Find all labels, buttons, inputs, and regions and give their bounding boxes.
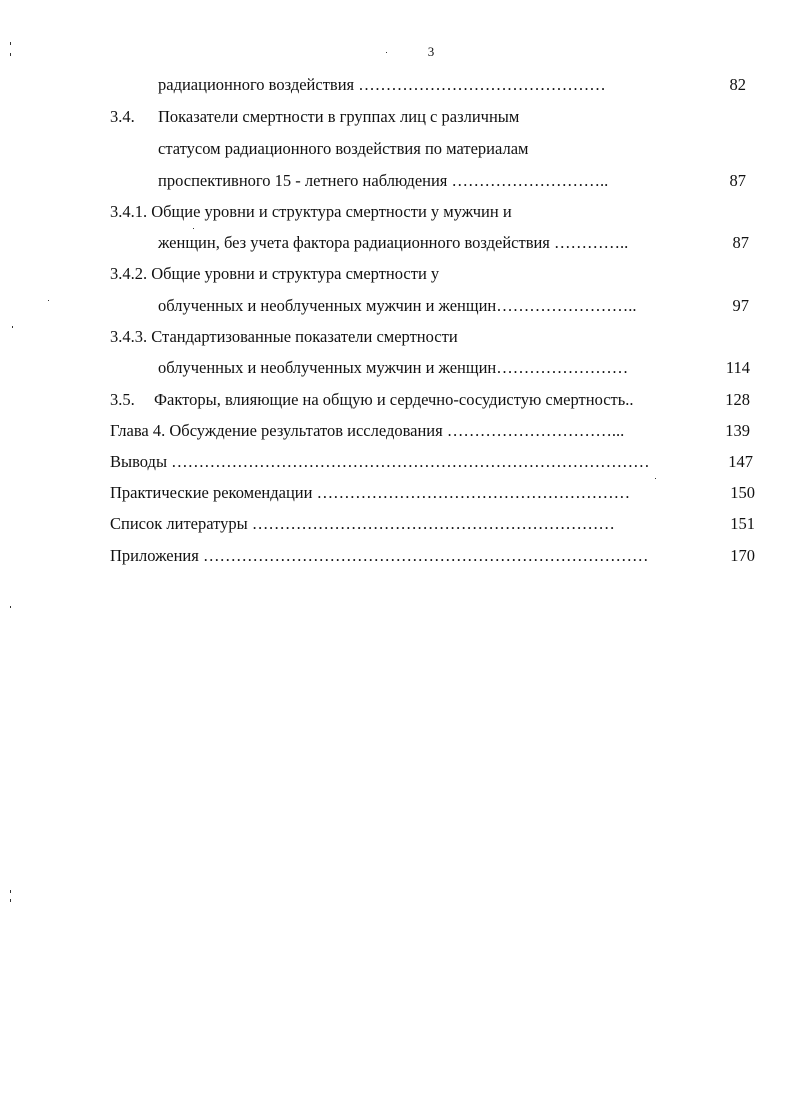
toc-page-ref: 87 <box>732 233 749 252</box>
toc-entry-text: Выводы …………………………………………………………………………… <box>110 452 650 471</box>
toc-entry-text: женщин, без учета фактора радиационного воздействия ………….. <box>158 233 629 252</box>
toc-entry-3-4-2 <box>110 264 439 284</box>
scan-speck <box>10 53 11 56</box>
scan-speck <box>193 228 194 229</box>
toc-entry-3-5 <box>110 390 634 410</box>
toc-entry-conclusions <box>110 452 650 472</box>
toc-entry-continuation <box>158 139 528 159</box>
toc-entry-text: проспективного 15 - летнего наблюдения ……………………….. <box>158 171 609 190</box>
scan-speck <box>10 899 11 902</box>
toc-page-ref: 128 <box>725 390 750 409</box>
toc-entry-text: Общие уровни и структура смертности у мужчин и <box>151 202 512 221</box>
toc-entry-text: Глава 4. Обсуждение результатов исследования …………………………... <box>110 421 625 440</box>
toc-page-ref: 139 <box>725 421 750 440</box>
toc-entry-chapter-4 <box>110 421 624 441</box>
toc-entry-text: статусом радиационного воздействия по материалам <box>158 139 529 158</box>
toc-page-ref: 151 <box>730 514 755 533</box>
toc-entry-3-4-3 <box>110 327 458 347</box>
toc-entry-recommendations <box>110 483 630 503</box>
toc-section-number: 3.4.1. <box>110 202 148 221</box>
toc-page-ref: 97 <box>732 296 749 315</box>
toc-entry-continuation <box>158 358 628 378</box>
toc-entry-text: Показатели смертности в группах лиц с различным <box>158 107 520 126</box>
scan-speck <box>10 890 11 893</box>
toc-entry-3-4 <box>110 107 519 127</box>
toc-page-ref: 114 <box>725 358 750 377</box>
toc-entry-continuation <box>158 296 636 316</box>
toc-entry-3-4-1 <box>110 202 512 222</box>
scan-speck <box>48 300 49 301</box>
toc-entry-continuation <box>158 75 606 95</box>
page-number: 3 <box>427 44 435 59</box>
scan-speck <box>10 606 11 608</box>
scan-speck <box>10 42 11 45</box>
toc-entry-text: облученных и необлученных мужчин и женщин…………………… <box>158 358 629 377</box>
toc-section-number: 3.5. <box>110 390 135 409</box>
toc-entry-references <box>110 514 615 534</box>
toc-entry-text: облученных и необлученных мужчин и женщин…………………….. <box>158 296 637 315</box>
toc-section-number: 3.4.2. <box>110 264 148 283</box>
scan-speck <box>12 326 13 328</box>
toc-entry-text: радиационного воздействия ……………………………………… <box>158 75 606 94</box>
toc-entry-continuation <box>158 171 608 191</box>
toc-section-number: 3.4. <box>110 107 135 126</box>
toc-entry-text: Факторы, влияющие на общую и сердечно-сосудистую смертность.. <box>154 390 634 409</box>
scan-speck <box>655 478 656 479</box>
toc-entry-text: Общие уровни и структура смертности у <box>151 264 440 283</box>
toc-entry-continuation <box>158 233 628 253</box>
toc-entry-text: Список литературы ………………………………………………………… <box>110 514 615 533</box>
toc-page-ref: 150 <box>730 483 755 502</box>
toc-entry-text: Приложения ……………………………………………………………………… <box>110 546 649 565</box>
toc-page-ref: 147 <box>728 452 753 471</box>
toc-page-ref: 87 <box>729 171 746 190</box>
toc-section-number: 3.4.3. <box>110 327 148 346</box>
toc-entry-text: Практические рекомендации ………………………………………………… <box>110 483 631 502</box>
toc-page-ref: 82 <box>729 75 746 94</box>
toc-entry-text: Стандартизованные показатели смертности <box>151 327 458 346</box>
toc-entry-appendices <box>110 546 648 566</box>
scan-speck <box>386 52 387 53</box>
toc-page-ref: 170 <box>730 546 755 565</box>
